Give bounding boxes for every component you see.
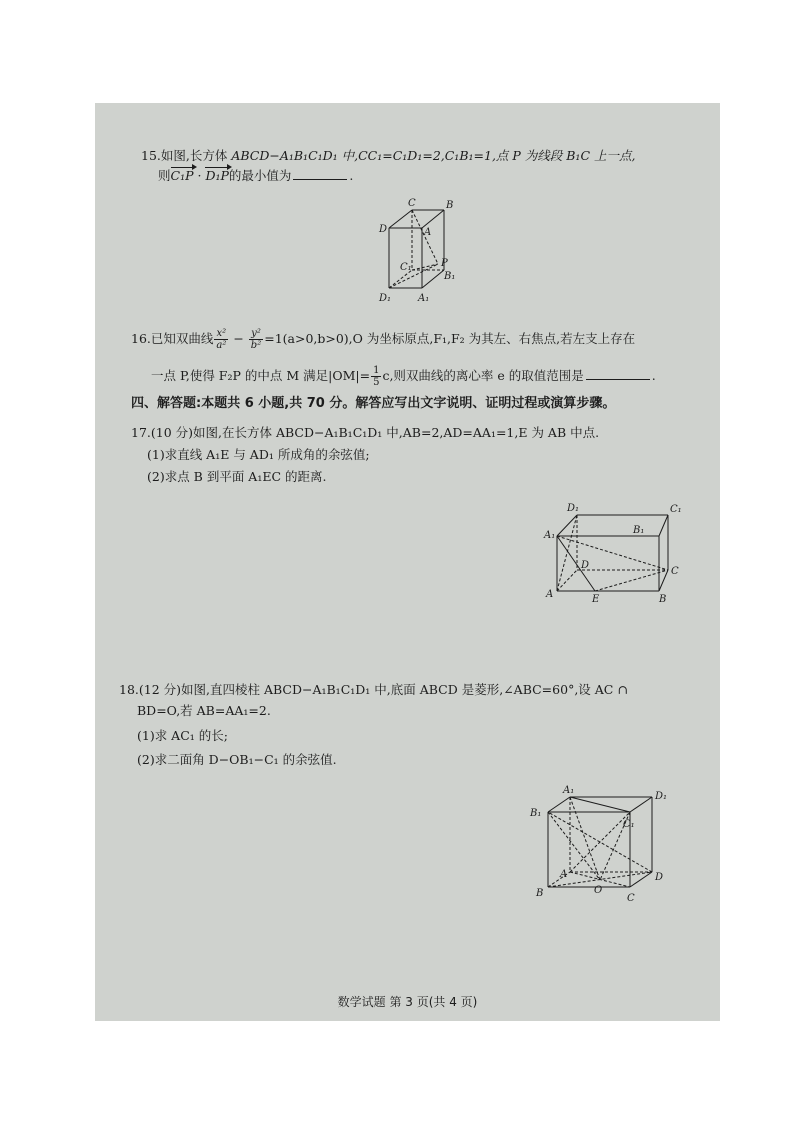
- q18-prism-figure: [527, 780, 677, 915]
- q15-label-a1: A₁: [418, 293, 430, 304]
- q15-intro: 15.如图,长方体: [141, 148, 232, 163]
- q15-cuboid-figure: [375, 195, 475, 315]
- q17-label-e: E: [592, 594, 600, 605]
- q16-answer-blank: [586, 379, 650, 380]
- q15-answer-blank: [293, 179, 347, 180]
- q16-frac-y-num: y²: [249, 328, 263, 340]
- q18-label-a: A: [560, 869, 568, 880]
- q18-label-a1: A₁: [563, 785, 575, 796]
- q15-period: .: [349, 168, 354, 183]
- q15-label-b1: B₁: [444, 271, 456, 282]
- q17-label-d1: D₁: [567, 503, 580, 514]
- q17-label-c: C: [671, 566, 679, 577]
- q15-label-d: D: [379, 224, 388, 235]
- q17-label-b: B: [659, 594, 667, 605]
- q15-label-p: P: [441, 258, 448, 269]
- q18-label-o: O: [594, 885, 603, 896]
- q16-ask: c,则双曲线的离心率 e 的取值范围是: [382, 368, 584, 383]
- q16-frac-x-den: a²: [216, 340, 227, 351]
- q15-conditions: ABCD−A₁B₁C₁D₁ 中,CC₁=C₁D₁=2,C₁B₁=1,点 P 为线段 B₁C 上一点,: [231, 148, 636, 163]
- page-footer: 数学试题 第 3 页(共 4 页): [337, 995, 478, 1009]
- q17-stem: 17.(10 分)如图,在长方体 ABCD−A₁B₁C₁D₁ 中,AB=2,AD=AA₁=1,E 为 AB 中点.: [131, 425, 600, 440]
- q18-label-c1: C₁: [623, 819, 635, 830]
- exam-page: [95, 103, 720, 1021]
- q18-label-d1: D₁: [655, 791, 668, 802]
- q17-label-d: D: [581, 560, 590, 571]
- q15-dot: ·: [193, 168, 206, 183]
- q18-stem-line2: BD=O,若 AB=AA₁=2.: [137, 703, 271, 718]
- q16-minus: −: [229, 331, 248, 346]
- q18-label-b: B: [536, 888, 544, 899]
- q15-label-d1: D₁: [379, 293, 392, 304]
- q16-line2: [151, 365, 656, 388]
- q15-label-c: C: [408, 198, 416, 209]
- q18-part1: (1)求 AC₁ 的长;: [137, 728, 228, 743]
- q17-label-a1: A₁: [544, 530, 556, 541]
- q16-frac-x-num: x²: [214, 328, 228, 340]
- q18-part2: (2)求二面角 D−OB₁−C₁ 的余弦值.: [137, 752, 337, 767]
- q15-vector-c1p: C₁P: [170, 168, 194, 183]
- q16-period: .: [651, 368, 656, 383]
- q15-label-c1: C₁: [400, 262, 412, 273]
- q15-label-a: A: [424, 227, 432, 238]
- q15-line2: [158, 168, 353, 184]
- q16-frac-y-den: b²: [250, 340, 262, 351]
- q16-frac-fifth-num: 1: [373, 365, 380, 376]
- q16-frac-fifth: [371, 365, 381, 388]
- q18-label-c: C: [627, 893, 635, 904]
- q15-then: 则: [158, 168, 171, 183]
- q16-conditions: =1(a>0,b>0),O 为坐标原点,F₁,F₂ 为其左、右焦点,若左支上存在: [264, 331, 636, 346]
- section-header-answers: 四、解答题:本题共 6 小题,共 70 分。解答应写出文字说明、证明过程或演算步骤。: [131, 396, 616, 411]
- q17-label-a: A: [546, 589, 554, 600]
- q16-line1: [131, 328, 635, 351]
- q16-frac-y: [249, 328, 263, 351]
- q17-cuboid-figure: [543, 498, 683, 608]
- q17-label-c1: C₁: [670, 504, 682, 515]
- q15-vector-d1p: D₁P: [205, 168, 229, 183]
- q15-line1: [141, 148, 635, 164]
- q16-intro: 16.已知双曲线: [131, 331, 214, 346]
- q18-label-d: D: [655, 872, 664, 883]
- q16-frac-fifth-den: 5: [373, 377, 380, 388]
- q16-midpoint-text: 一点 P,使得 F₂P 的中点 M 满足|OM|=: [151, 368, 371, 383]
- q15-label-b: B: [446, 200, 454, 211]
- q17-part2: (2)求点 B 到平面 A₁EC 的距离.: [147, 469, 327, 484]
- q17-part1: (1)求直线 A₁E 与 AD₁ 所成角的余弦值;: [147, 447, 370, 462]
- q17-label-b1: B₁: [633, 525, 645, 536]
- q16-frac-x: [214, 328, 228, 351]
- q18-label-b1: B₁: [530, 808, 542, 819]
- q18-stem-line1: 18.(12 分)如图,直四棱柱 ABCD−A₁B₁C₁D₁ 中,底面 ABCD 是菱形,∠ABC=60°,设 AC ∩: [119, 682, 628, 697]
- q15-ask: 的最小值为: [228, 168, 292, 183]
